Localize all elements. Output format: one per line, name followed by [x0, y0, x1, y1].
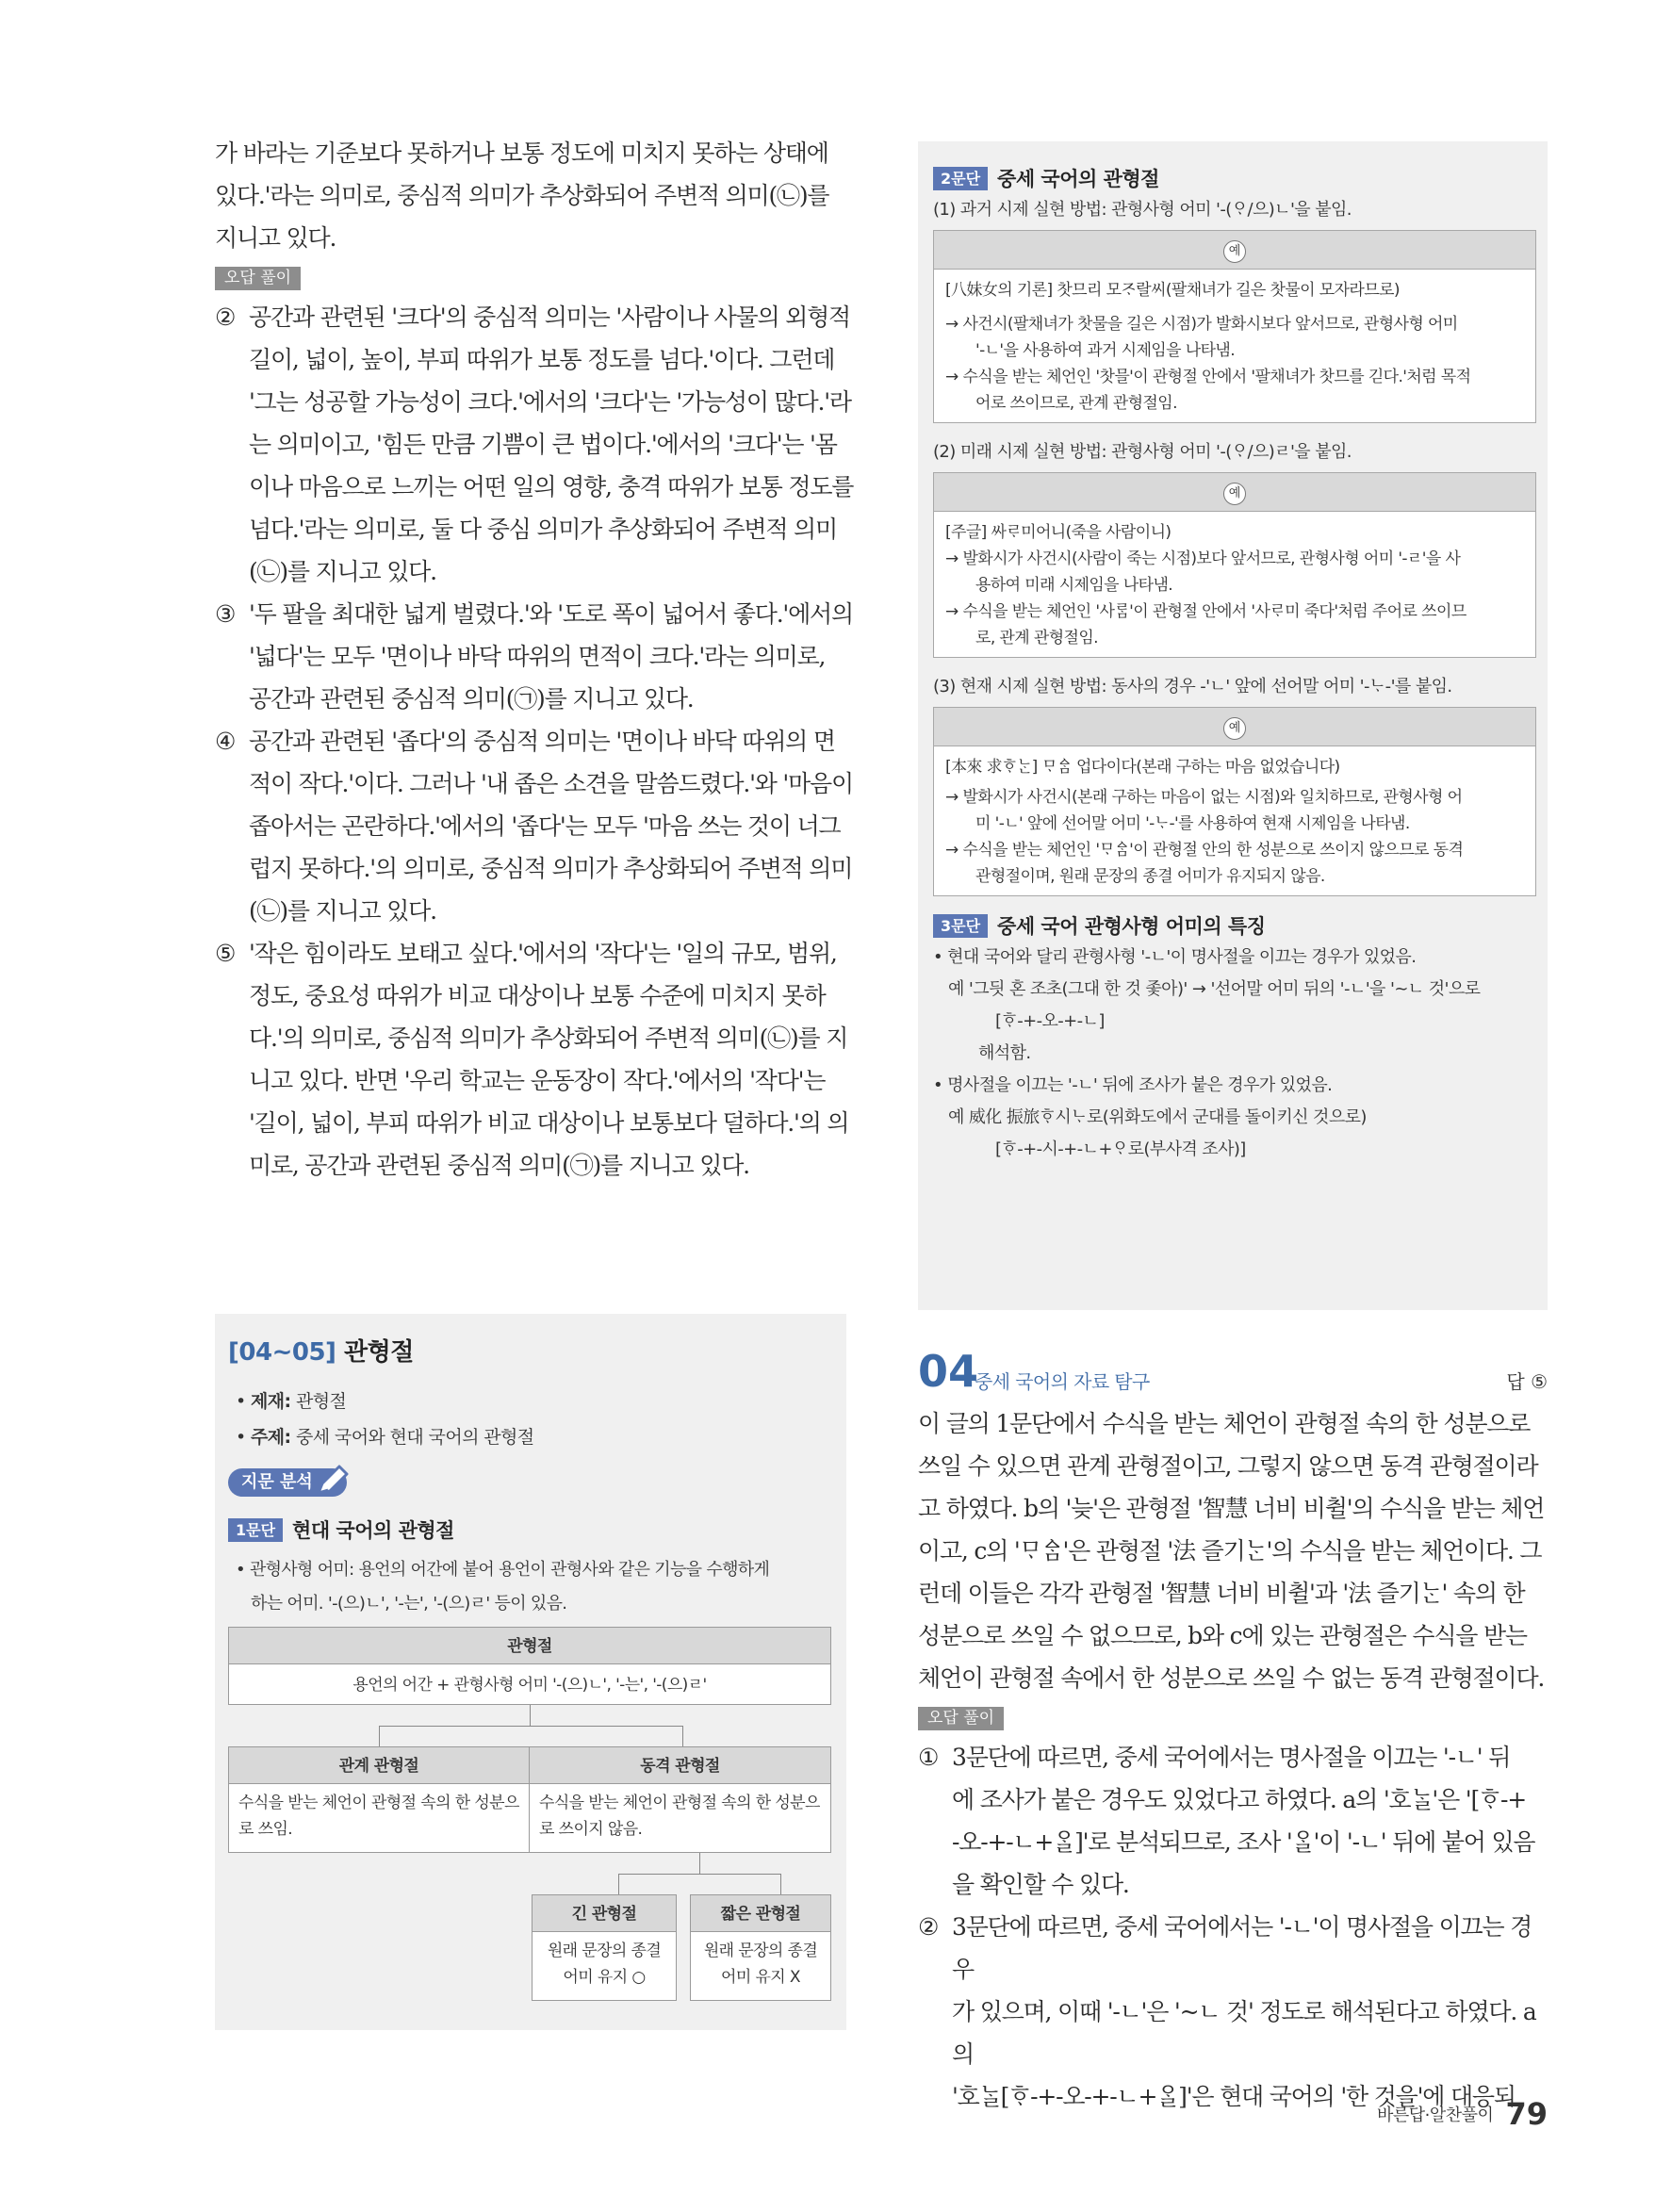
section-title: 중세 국어 관형사형 어미의 특징 — [997, 915, 1266, 938]
section-title: 중세 국어의 관형절 — [997, 168, 1159, 190]
text-line: 성분으로 쓰일 수 없으므로, b와 c에 있는 관형절은 수식을 받는 — [918, 1622, 1527, 1649]
text-line: 이 글의 1문단에서 수식을 받는 체언이 관형절 속의 한 성분으로 — [918, 1410, 1531, 1437]
connector — [379, 1726, 380, 1746]
text-line: 공간과 관련된 중심적 의미(㉠)를 지니고 있다. — [249, 685, 694, 713]
passage-analysis-box-2 — [918, 141, 1548, 1310]
text-span: 미 '-ㄴ' 앞에 선어말 어미 '-ᄂᆞ-'를 사용하여 현재 시제임을 나타냄. — [975, 814, 1410, 833]
example-box-3 — [933, 707, 1536, 896]
text-line: 에 조사가 붙은 경우도 있었다고 하였다. a의 '호ᄂᆞᆯ'은 '[ᄒᆞ-+ — [952, 1786, 1526, 1813]
section-3-header — [933, 911, 1536, 940]
text-line: [八妹女의 기론] 찻므리 모ᄌᆞ랄씨(팔채녀가 길은 찻물이 모자라므로) — [945, 281, 1400, 300]
section-1-text — [236, 1553, 769, 1621]
list-item — [918, 1736, 1548, 1906]
diagram-root-head: 관형절 — [228, 1627, 831, 1664]
analysis-label: 지문 분석 — [241, 1472, 313, 1492]
text-line: 다.'의 의미로, 중심적 의미가 추상화되어 주변적 의미(㉡)를 지 — [249, 1024, 848, 1052]
text-line: '작은 힘이라도 보태고 싶다.'에서의 '작다'는 '일의 규모, 범위, — [249, 940, 837, 967]
text-line — [945, 364, 1524, 417]
answer-label: 답 ⑤ — [1506, 1370, 1548, 1393]
text-line — [945, 311, 1524, 364]
connector — [618, 1874, 619, 1894]
section-tag: 1문단 — [228, 1518, 283, 1542]
example-box-1 — [933, 230, 1536, 423]
text-line: (3) 현재 시제 실현 방법: 동사의 경우 -'ㄴ' 앞에 선어말 어미 '-ᄂᆞ-'를 붙임. — [933, 677, 1452, 696]
text-line: '그는 성공할 가능성이 크다.'에서의 '크다'는 '가능성이 많다.'라 — [249, 388, 851, 416]
example-box-2 — [933, 472, 1536, 658]
wrong-answer-tag: 오답 풀이 — [215, 267, 301, 290]
item-number: ① — [918, 1744, 939, 1771]
text-line: -오-+-ㄴ+ᄋᆞᆯ]'로 분석되므로, 조사 'ᄋᆞᆯ'이 '-ㄴ' 뒤에 붙어 있음 — [952, 1828, 1535, 1856]
connector — [379, 1726, 682, 1727]
left-intro-paragraph — [215, 132, 856, 259]
wrong-answer-tag: 오답 풀이 — [918, 1707, 1004, 1730]
text-line: 3문단에 따르면, 중세 국어에서는 명사절을 이끄는 '-ㄴ' 뒤 — [952, 1744, 1511, 1771]
text-line: (2) 미래 시제 실현 방법: 관형사형 어미 '-(ᄋᆞ/으)ㄹ'을 붙임. — [933, 442, 1352, 462]
text-line — [945, 784, 1524, 837]
text-span: 관형절이며, 원래 문장의 종결 어미가 유지되지 않음. — [975, 867, 1325, 886]
text-span: 어로 쓰이므로, 관계 관형절임. — [975, 394, 1177, 413]
text-span: → 발화시가 사건시(사람이 죽는 시점)보다 앞서므로, 관형사형 어미 '-ㄹ'을 사 — [945, 549, 1461, 568]
box-title: 관형절 — [343, 1338, 414, 1367]
text-line: 공간과 관련된 '좁다'의 중심적 의미는 '면이나 바닥 따위의 면 — [249, 728, 835, 755]
box-bullets — [236, 1384, 534, 1455]
text-line: 예 '그딋 혼 조초(그대 한 것 좇아)' → '선어말 어미 뒤의 '-ㄴ'을 '~ㄴ 것'으로 — [948, 979, 1481, 999]
list-item — [215, 720, 856, 932]
text-line: 런데 이들은 각각 관형절 '智慧 너비 비췰'과 '法 즐기ᄂᆞᆫ' 속의 한 — [918, 1580, 1525, 1607]
text-span: → 발화시가 사건시(본래 구하는 마음이 없는 시점)와 일치하므로, 관형사형 어 — [945, 788, 1463, 807]
text-line: 이나 마음으로 느끼는 어떤 일의 영향, 충격 따위가 보통 정도를 — [249, 473, 854, 500]
text-span: 로, 관계 관형절임. — [975, 629, 1098, 647]
text-line: 는 의미이고, '힘든 만큼 기쁨이 큰 법이다.'에서의 '크다'는 '몸 — [249, 431, 837, 458]
text-line: '넓다'는 모두 '면이나 바닥 따위의 면적이 크다.'라는 의미로, — [249, 643, 826, 670]
list-item — [215, 296, 856, 593]
pencil-icon — [313, 1465, 351, 1499]
bullet-text: 중세 국어와 현대 국어의 관형절 — [290, 1427, 534, 1448]
text-line: '길이, 넓이, 부피 따위가 비교 대상이나 보통보다 덜하다.'의 의 — [249, 1109, 849, 1137]
connector — [530, 1705, 531, 1726]
answer-header — [918, 1346, 1548, 1402]
text-line: (㉡)를 지니고 있다. — [249, 897, 436, 925]
page-number: 79 — [1505, 2096, 1548, 2132]
text-line: 가 바라는 기준보다 못하거나 보통 정도에 미치지 못하는 상태에 — [215, 139, 828, 167]
text-line: 이고, c의 'ᄆᆞᅀᆞᆷ'은 관형절 '法 즐기ᄂᆞᆫ'의 수식을 받는 체언이다. 그 — [918, 1537, 1542, 1565]
text-line: 하는 어미. '-(으)ㄴ', '-는', '-(으)ㄹ' 등이 있음. — [251, 1594, 567, 1614]
list-item — [215, 593, 856, 720]
text-line: 체언이 관형절 속에서 한 성분으로 쓰일 수 없는 동격 관형절이다. — [918, 1664, 1545, 1692]
connector — [618, 1874, 780, 1875]
text-line: 미로, 공간과 관련된 중심적 의미(㉠)를 지니고 있다. — [249, 1152, 749, 1179]
text-line: [주글] 싸ᄅᆞ미어니(죽을 사람이니) — [945, 523, 1172, 542]
text-line: [本來 求ᄒᆞᄂᆞᆫ] ᄆᆞᅀᆞᆷ 업다이다(본래 구하는 마음 없었습니다) — [945, 758, 1340, 777]
text-line: 정도, 중요성 따위가 비교 대상이나 보통 수준에 미치지 못하 — [249, 982, 826, 1009]
list-item: • 제재: 관형절 — [236, 1391, 347, 1412]
example-badge: 예 — [1223, 483, 1246, 505]
text-line: • 현대 국어와 달리 관형사형 '-ㄴ'이 명사절을 이끄는 경우가 있었음. — [933, 947, 1417, 967]
list-item — [215, 932, 856, 1187]
text-line: 고 하였다. b의 '늦'은 관형절 '智慧 너비 비췰'의 수식을 받는 체언 — [918, 1495, 1545, 1522]
text-line: [ᄒᆞ-+-시-+-ㄴ+ᄋᆞ로(부사격 조사)] — [995, 1139, 1246, 1159]
item-number: ② — [215, 303, 236, 331]
text-line: 니고 있다. 반면 '우리 학교는 운동장이 작다.'에서의 '작다'는 — [249, 1067, 826, 1094]
question-range: [04~05] — [228, 1338, 336, 1367]
text-line: 지니고 있다. — [215, 224, 336, 252]
text-line — [945, 598, 1524, 651]
text-line: • 명사절을 이끄는 '-ㄴ' 뒤에 조사가 붙은 경우가 있었음. — [933, 1075, 1333, 1095]
connector — [780, 1874, 781, 1894]
text-line: 있다.'라는 의미로, 중심적 의미가 추상화되어 주변적 의미(㉡)를 — [215, 182, 829, 209]
text-line: • 관형사형 어미: 용언의 어간에 붙어 용언이 관형사와 같은 기능을 수행하게 — [236, 1560, 770, 1580]
text-line: 해석함. — [978, 1043, 1031, 1063]
text-line: (1) 과거 시제 실현 방법: 관형사형 어미 '-(ᄋᆞ/으)ㄴ'을 붙임. — [933, 200, 1352, 220]
text-line — [945, 546, 1524, 598]
text-line: 을 확인할 수 있다. — [952, 1871, 1129, 1898]
diagram-long-body: 원래 문장의 종결 어미 유지 ○ — [532, 1931, 677, 2001]
text-line: 넘다.'라는 의미로, 둘 다 중심 의미가 추상화되어 주변적 의미 — [249, 516, 837, 543]
example-badge: 예 — [1223, 240, 1246, 263]
text-line — [945, 837, 1524, 890]
page-footer — [1377, 2096, 1548, 2132]
text-line: 가 있으며, 이때 '-ㄴ'은 '~ㄴ 것' 정도로 해석된다고 하였다. a의 — [952, 1998, 1536, 2068]
item-number: ③ — [215, 600, 236, 628]
section-title: 현대 국어의 관형절 — [292, 1519, 454, 1542]
text-line: 예 威化 振旅ᄒᆞ시ᄂᆞ로(위화도에서 군대를 돌이키신 것으로) — [948, 1107, 1367, 1127]
text-span: → 수식을 받는 체언인 '찻믈'이 관형절 안에서 '팔채녀가 찻므를 긷다.'처럼 목적 — [945, 368, 1471, 386]
list-item: • 주제: 중세 국어와 현대 국어의 관형절 — [236, 1427, 534, 1448]
question-title: 중세 국어의 자료 탐구 — [975, 1370, 1150, 1393]
diagram-short-body: 원래 문장의 종결 어미 유지 X — [690, 1931, 831, 2001]
text-line: [ᄒᆞ-+-오-+-ㄴ] — [995, 1011, 1105, 1031]
section-1-header — [228, 1516, 454, 1544]
diagram-appositive-body: 수식을 받는 체언이 관형절 속의 한 성분으로 쓰이지 않음. — [529, 1783, 831, 1853]
bullet-label: 제재: — [251, 1391, 291, 1412]
list-item — [918, 1906, 1548, 2118]
footer-label: 바른답·알찬풀이 — [1376, 2105, 1494, 2125]
passage-analysis-box — [215, 1314, 846, 2030]
diagram-relative-head: 관계 관형절 — [228, 1746, 530, 1784]
section-3-text — [933, 942, 1536, 1166]
text-span: '-ㄴ'을 사용하여 과거 시제임을 나타냄. — [975, 341, 1236, 360]
text-span: → 수식을 받는 체언인 'ᄆᆞᅀᆞᆷ'이 관형절 안의 한 성분으로 쓰이지 않으므로 동격 — [945, 841, 1464, 860]
answer-section — [918, 1346, 1548, 2118]
text-span: 용하여 미래 시제임을 나타냄. — [975, 576, 1173, 595]
connector — [699, 1853, 700, 1874]
answer-paragraph — [918, 1402, 1548, 1699]
box-header — [228, 1333, 414, 1368]
text-span: → 수식을 받는 체언인 '사ᄅᆞᆷ'이 관형절 안에서 '사ᄅᆞ미 죽다'처럼 주어로 쓰이므 — [945, 602, 1467, 621]
section-tag: 3문단 — [933, 914, 988, 938]
diagram-short-head: 짧은 관형절 — [690, 1894, 831, 1932]
question-number: 04 — [918, 1346, 979, 1397]
text-line: '호ᄂᆞᆯ[ᄒᆞ-+-오-+-ㄴ+ᄋᆞᆯ]'은 현대 국어의 '한 것을'에 대응되 — [952, 2083, 1516, 2110]
text-line: 3문단에 따르면, 중세 국어에서는 '-ㄴ'이 명사절을 이끄는 경우 — [952, 1913, 1532, 1983]
text-line: 공간과 관련된 '크다'의 중심적 의미는 '사람이나 사물의 외형적 — [249, 303, 850, 331]
text-line: 적이 작다.'이다. 그러나 '내 좁은 소견을 말씀드렸다.'와 '마음이 — [249, 770, 853, 797]
item-number: ② — [918, 1913, 939, 1941]
section-tag: 2문단 — [933, 167, 988, 190]
text-line: (㉡)를 지니고 있다. — [249, 558, 436, 585]
item-number: ⑤ — [215, 940, 236, 967]
text-span: → 사건시(팔채녀가 찻물을 길은 시점)가 발화시보다 앞서므로, 관형사형 어미 — [945, 315, 1458, 334]
item-number: ④ — [215, 728, 236, 755]
section-2-header — [933, 164, 1536, 192]
diagram-root-body: 용언의 어간 + 관형사형 어미 '-(으)ㄴ', '-는', '-(으)ㄹ' — [228, 1663, 831, 1705]
diagram-long-head: 긴 관형절 — [532, 1894, 677, 1932]
text-line: 좁아서는 곤란하다.'에서의 '좁다'는 모두 '마음 쓰는 것이 너그 — [249, 812, 841, 840]
text-line: 쓰일 수 있으면 관계 관형절이고, 그렇지 않으면 동격 관형절이라 — [918, 1452, 1538, 1480]
text-line: 럽지 못하다.'의 의미로, 중심적 의미가 추상화되어 주변적 의미 — [249, 855, 853, 882]
text-line: '두 팔을 최대한 넓게 벌렸다.'와 '도로 폭이 넓어서 좋다.'에서의 — [249, 600, 853, 628]
diagram-relative-body: 수식을 받는 체언이 관형절 속의 한 성분으로 쓰임. — [228, 1783, 530, 1853]
left-column — [215, 132, 856, 1187]
example-badge: 예 — [1223, 717, 1246, 740]
bullet-text: 관형절 — [290, 1391, 347, 1412]
text-line: 길이, 넓이, 높이, 부피 따위가 보통 정도를 넘다.'이다. 그런데 — [249, 346, 835, 373]
bullet-label: 주제: — [251, 1427, 291, 1448]
connector — [682, 1726, 683, 1746]
diagram-appositive-head: 동격 관형절 — [529, 1746, 831, 1784]
